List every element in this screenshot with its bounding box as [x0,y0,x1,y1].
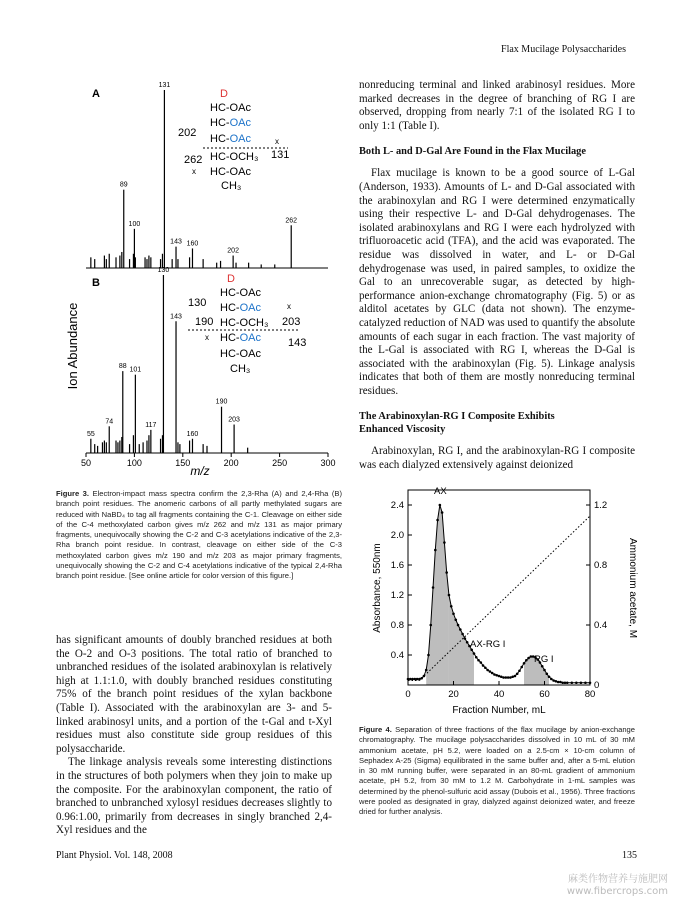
data-point [557,681,560,684]
figure-4-caption [359,725,635,818]
left-paragraph-1: has significant amounts of doubly branched residues at both the O-2 and O-3 positions. The total ratio of branched to unbranched residues of the isolated arabinoxylan is relatively high at 1.1:1.0, with doubly branched residues constituting 75% of the branch point residues of the xylan backbone (Table I). Associated with the arabinoxylan are 3- and 5-linked arabinosyl units, and a portion of the t-Gal and t-Xyl residues must also constitute side group residues of this polysaccharide. [56,634,332,755]
peak-label: 74 [105,418,114,426]
data-point [527,657,530,660]
structure-a-row-3: HC-OAc [210,133,251,145]
data-point [518,669,521,672]
fig3-y-axis-label: Ion Abundance [65,302,80,390]
y-right-tick-label: 0 [594,680,600,691]
data-point [477,659,480,662]
data-point [466,641,469,644]
structure-b-row-4: HC-OAc [220,332,261,344]
cross-mark: x [287,302,291,311]
x-tick-label: 50 [80,458,92,468]
data-point [493,673,496,676]
cross-mark: x [192,167,196,176]
y-tick-label: 2.0 [390,530,404,541]
x-tick-label: 80 [584,689,596,700]
data-point [495,674,498,677]
footer-page-number: 135 [622,850,637,861]
structure-b-row-5: HC-OAc [220,348,261,360]
data-point [407,678,410,681]
fig4-y-right-axis-label: Ammonium acetate, M [627,537,638,639]
figure-4-caption-text: Separation of three fractions of the flax mucilage by anion-exchange chromatography. The mucilage polysaccharides dissolved in 10 mL of 30 mM ammonium acetate, pH 5.2, were loaded on a 2.5-cm × 10-cm column of Sephadex A-25 (Sigma) equilibrated in the same buffer and, after a 5-mL elution in 30 mM running buffer, were separated in an 80-mL gradient of ammonium acetate, pH 5.2, from 30 mM to 1.2 M. Carbohydrate in 1-mL samples was determined by the phenol-sulfuric acid assay (Dubois et al., 1956). Three fractions were pooled as designated in gray, dialyzed against deionized water, and freeze dried for further analysis. [359,725,635,817]
data-point [425,669,428,672]
data-point [427,654,430,657]
watermark-line-2: www.fibercrops.com [566,886,668,897]
data-point [457,624,460,627]
data-point [545,672,548,675]
watermark [567,874,668,898]
x-tick-label: 60 [539,689,550,700]
section-heading-composite-line-1: The Arabinoxylan-RG I Composite Exhibits [359,411,555,423]
data-point [448,594,451,597]
data-point [580,681,583,684]
x-tick-label: 300 [320,458,336,468]
data-point [436,519,439,522]
structure-b-row-1: HC-OAc [220,287,261,299]
peak-label: 88 [118,363,127,371]
data-point [520,666,523,669]
figure-4-chromatogram [368,480,636,720]
data-point [525,659,528,662]
structure-a-row-6: CH₃ [221,180,242,192]
structure-a-row-1: HC-OAc [210,102,251,114]
data-point [445,571,448,574]
figure-3-caption-label: Figure 3. [56,489,90,498]
data-point [480,661,483,664]
cross-mark: x [275,137,279,146]
y-tick-label: 1.2 [390,590,404,601]
peak-label: 131 [158,82,171,89]
data-point [434,549,437,552]
data-point [414,678,417,681]
pooled-fractions-shading [426,505,549,685]
y-right-tick-label: 0.4 [594,620,608,631]
right-paragraph-1: nonreducing terminal and linked arabinosyl residues. More marked decreases in the degree of branching of RG I are observed, dropping from nearly 7:1 of the isolated RG I to only 1:1 (Table I). [359,79,635,132]
data-point [450,605,453,608]
figure-3-caption-text: Electron-impact mass spectra confirm the 2,3-Rha (A) and 2,4-Rha (B) branch point residues. The anomeric carbons of all partly methylated sugars are reduced with NaBD₄ to tag all fragments containing the C-1. Cleavage on either side of the C-4 methoxylated carbon gives m/z 262 and m/z 131 as major primary fragments, unequivocally showing the C-2 and C-3 acetylations indicative of the 2,3-Rha branch point residue. In contrast, cleavage on either side of the C-3 methoxylated carbon gives m/z 190 and m/z 203 as major primary fragments, unequivocally showing the C-2 and C-4 acetylations indicative of the typical 2,4-Rha branch point residue. [See online article for color version of this figure.] [56,489,342,581]
fig4-y-ticks [391,500,412,661]
data-point [507,676,510,679]
peak-label: 101 [129,366,142,374]
data-point [566,681,569,684]
panel-b-label: B [92,277,100,289]
x-tick-label: 0 [405,689,411,700]
data-point [523,662,526,665]
peak-label: 160 [186,430,199,438]
left-column-text [56,634,332,838]
running-header: Flax Mucilage Polysaccharides [501,44,626,55]
structure-b [188,273,306,375]
fragment-a-262: 262 [184,154,203,166]
structure-a-row-4: HC-OCH₃ [210,151,259,163]
x-tick-label: 150 [175,458,191,468]
peak-label: 143 [170,238,182,246]
peak-label: 130 [157,267,170,274]
x-tick-label: 200 [223,458,239,468]
data-point [509,676,512,679]
structure-b-config: D [227,273,235,285]
data-point [561,681,564,684]
data-point [575,681,578,684]
data-point [511,675,514,678]
data-point [559,681,562,684]
right-column-text [359,79,635,473]
structure-b-row-3: HC-OCH₃ [220,317,269,329]
left-paragraph-2: The linkage analysis reveals some interesting distinctions in the structures of both polymers when they join to make up the composite. For the arabinoxylan component, the ratio of branched to unbranched xylosyl residues decreases slightly to 0.96:1.00, primarily from decreases in singly branched 2,4-Xyl residues and the [56,756,332,837]
data-point [552,679,555,682]
structure-a [178,88,289,192]
data-point [484,666,487,669]
y-tick-label: 2.4 [390,500,404,511]
y-right-tick-label: 1.2 [594,500,608,511]
data-point [555,680,558,683]
fragment-b-190: 190 [195,316,214,328]
y-tick-label: 1.6 [390,560,404,571]
data-point [514,675,517,678]
peak-label-ax: AX [434,486,447,497]
x-tick-label: 250 [272,458,288,468]
data-point [530,655,533,658]
data-point [564,681,567,684]
figure-3-caption [56,489,342,582]
fig4-x-axis-label: Fraction Number, mL [452,705,546,716]
y-right-tick-label: 0.8 [594,560,608,571]
fig3-x-axis-label: m/z [190,464,210,478]
peak-label-ax-rg1: AX-RG I [470,639,506,650]
data-point [452,612,455,615]
data-point [461,633,464,636]
data-point [516,672,519,675]
data-point [505,676,508,679]
peak-label: 117 [145,421,157,429]
data-point [439,504,442,507]
data-point [550,678,553,681]
structure-b-row-2: HC-OAc [220,302,261,314]
fragment-a-131: 131 [271,149,290,161]
peak-label: 190 [215,398,228,406]
figure-3-spectra [60,78,340,480]
data-point [486,669,489,672]
data-point [541,665,544,668]
peak-label: 262 [285,217,298,225]
figure-4-caption-label: Figure 4. [359,725,392,734]
panel-a-label: A [92,88,100,100]
data-point [500,675,503,678]
structure-a-row-2: HC-OAc [210,117,251,129]
data-point [464,637,467,640]
x-tick-label: 100 [126,458,142,468]
fig4-y-axis-label: Absorbance, 550nm [372,543,383,633]
peak-label: 143 [170,313,182,321]
footer-journal: Plant Physiol. Vol. 148, 2008 [56,850,173,861]
data-point [409,678,412,681]
structure-b-row-6: CH₃ [230,363,251,375]
data-point [416,678,419,681]
structure-a-row-5: HC-OAc [210,166,251,178]
data-point [443,541,446,544]
data-point [432,586,435,589]
data-point [441,511,444,514]
peak-label: 160 [186,240,199,248]
section-heading-gal: Both L- and D-Gal Are Found in the Flax Mucilage [359,146,586,158]
data-point [429,624,432,627]
peak-label: 100 [128,220,141,228]
peak-label: 202 [227,247,239,255]
fragment-b-130: 130 [188,297,207,309]
data-point [454,618,457,621]
data-point [473,652,476,655]
data-point [482,664,485,667]
data-point [475,656,478,659]
y-tick-label: 0.4 [390,650,404,661]
cross-mark: x [205,333,209,342]
data-point [571,681,574,684]
pooled-fraction-area [426,505,449,685]
data-point [411,678,414,681]
data-point [543,669,546,672]
fragment-a-202: 202 [178,127,197,139]
watermark-line-1: 麻类作物营养与施肥网 [568,874,668,885]
data-point [498,675,501,678]
data-point [489,670,492,673]
fragment-b-203: 203 [282,316,301,328]
fig4-y-right-ticks [586,500,607,691]
right-paragraph-2: Flax mucilage is known to be a good source of L-Gal (Anderson, 1933). Amounts of L- and D-Gal associated with the arabinoxylan and RG I were determined enzymatically using their respective L- and D-Gal dehydrogenases. The isolated arabinoxylans and RG I were each hydrolyzed with trifluoroacetic acid (TFA), and the acid was evaporated. The residue was dissolved in water, and L- or D-Gal dehydrogenase was used, in paired samples, to oxidize the Gal to an unrecoverable sugar, as detected by high-performance anion-exchange chromatography (Fig. 5) or as alditol acetates by GLC (data not shown). The enzyme-catalyzed reduction of NAD was used to quantify the absolute amounts of each sugar in each fraction. The vast majority of the L-Gal is associated with RG I, whereas the D-Gal is associated with the arabinoxylan (Fig. 5). Linkage analysis indicates that both of them are mostly nonreducing terminal residues. [359,167,635,397]
data-point [548,675,551,678]
section-heading-composite-line-2: Enhanced Viscosity [359,424,446,436]
y-tick-label: 0.8 [390,620,404,631]
fragment-b-143: 143 [288,337,307,349]
right-paragraph-3: Arabinoxylan, RG I, and the arabinoxylan-RG I composite was each dialyzed extensively against deionized [359,445,635,472]
peak-label-rg1: RG I [534,654,554,665]
x-tick-label: 20 [448,689,459,700]
peak-label: 203 [228,416,240,424]
x-tick-label: 40 [493,689,505,700]
data-point [584,681,587,684]
data-point [491,672,494,675]
peak-label: 55 [86,430,95,438]
data-point [459,628,462,631]
structure-a-config: D [220,88,228,100]
peak-label: 89 [119,181,128,189]
data-point [502,676,505,679]
